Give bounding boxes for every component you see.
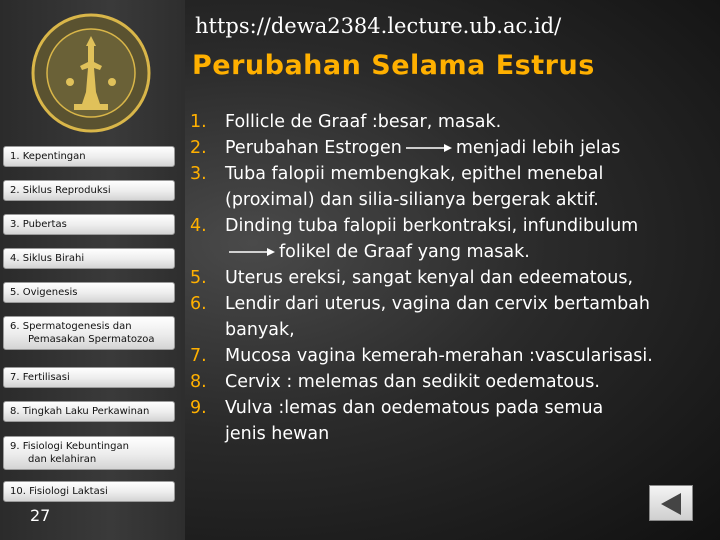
sidebar: [0, 0, 185, 540]
sidebar-menu-item[interactable]: [3, 436, 175, 470]
item-number: 9.: [190, 398, 207, 418]
item-line: Vulva :lemas dan oedematous pada semua: [225, 398, 604, 418]
item-line: jenis hewan: [225, 424, 330, 444]
item-text: [225, 291, 718, 343]
menu-item-label: 4. Siklus Birahi: [10, 253, 85, 264]
right-arrow-icon: [229, 247, 275, 257]
sidebar-menu-item[interactable]: [3, 180, 175, 201]
content-item: [190, 343, 718, 369]
item-line: Dinding tuba falopii berkontraksi, infundibulum: [225, 216, 639, 236]
item-text: [225, 109, 718, 135]
item-text-before: Perubahan Estrogen: [225, 138, 402, 158]
item-line: Follicle de Graaf :besar, masak.: [225, 112, 502, 132]
item-text: [225, 213, 718, 265]
back-button[interactable]: [649, 485, 693, 521]
item-text: [225, 265, 718, 291]
item-text: [225, 369, 718, 395]
content-list: [190, 109, 718, 447]
item-line: folikel de Graaf yang masak.: [279, 242, 530, 262]
item-text: [225, 343, 718, 369]
menu-item-label: 6. Spermatogenesis dan: [10, 321, 132, 332]
sidebar-menu-item[interactable]: [3, 214, 175, 235]
menu-item-label: 10. Fisiologi Laktasi: [10, 486, 108, 497]
menu-item-label: 9. Fisiologi Kebuntingan: [10, 441, 129, 452]
back-arrow-icon: [659, 492, 683, 516]
content-item: [190, 395, 718, 447]
item-line: Mucosa vagina kemerah-merahan :vascularisasi.: [225, 346, 653, 366]
item-number: 4.: [190, 216, 207, 236]
page-number: 27: [30, 506, 51, 525]
item-number: 7.: [190, 346, 207, 366]
item-text-after: menjadi lebih jelas: [455, 138, 621, 158]
content-item: [190, 369, 718, 395]
menu-item-label: 2. Siklus Reproduksi: [10, 185, 111, 196]
right-arrow-icon: [406, 143, 452, 153]
content-item: [190, 265, 718, 291]
content-item: [190, 109, 718, 135]
item-number: 1.: [190, 112, 207, 132]
item-line: Lendir dari uterus, vagina dan cervix bertambah: [225, 294, 650, 314]
sidebar-menu-item[interactable]: [3, 316, 175, 350]
item-text: [225, 135, 718, 161]
item-line: Uterus ereksi, sangat kenyal dan edeematous,: [225, 268, 634, 288]
content-item: [190, 135, 718, 161]
item-text: [225, 161, 718, 213]
lecture-url: https://dewa2384.lecture.ub.ac.id/: [195, 14, 562, 38]
content-item: [190, 213, 718, 265]
sidebar-menu-item[interactable]: [3, 146, 175, 167]
menu-item-label-line2: Pemasakan Spermatozoa: [28, 334, 155, 345]
item-number: 5.: [190, 268, 207, 288]
sidebar-menu-item[interactable]: [3, 367, 175, 388]
menu-item-label: 5. Ovigenesis: [10, 287, 78, 298]
menu-item-label: 1. Kepentingan: [10, 151, 86, 162]
item-number: 3.: [190, 164, 207, 184]
item-line: Cervix : melemas dan sedikit oedematous.: [225, 372, 600, 392]
item-continuation: [225, 239, 718, 265]
menu-item-label: 3. Pubertas: [10, 219, 67, 230]
menu-item-label: 7. Fertilisasi: [10, 372, 70, 383]
item-line: Tuba falopii membengkak, epithel menebal: [225, 164, 604, 184]
content-item: [190, 291, 718, 343]
page-title: Perubahan Selama Estrus: [192, 50, 595, 81]
item-number: 2.: [190, 138, 207, 158]
content-item: [190, 161, 718, 213]
item-number: 6.: [190, 294, 207, 314]
item-line: (proximal) dan silia-silianya bergerak aktif.: [225, 190, 599, 210]
university-seal-icon: [30, 12, 152, 134]
item-line: banyak,: [225, 320, 295, 340]
menu-item-label: 8. Tingkah Laku Perkawinan: [10, 406, 150, 417]
sidebar-menu-item[interactable]: [3, 481, 175, 502]
sidebar-menu-item[interactable]: [3, 401, 175, 422]
menu-item-label-line2: dan kelahiran: [28, 454, 97, 465]
sidebar-menu-item[interactable]: [3, 282, 175, 303]
item-text: [225, 395, 718, 447]
sidebar-menu-item[interactable]: [3, 248, 175, 269]
item-number: 8.: [190, 372, 207, 392]
